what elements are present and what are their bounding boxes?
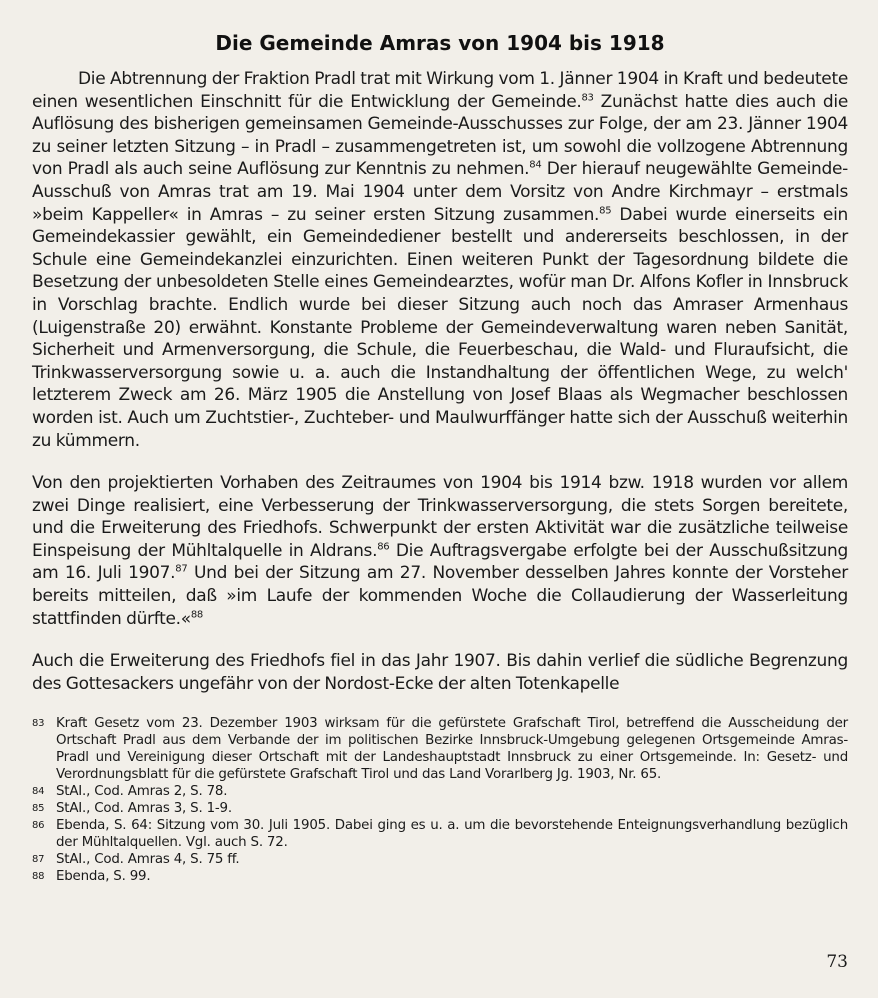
- footnote: [32, 783, 848, 800]
- footnote-reference: 84: [529, 159, 542, 171]
- footnote-reference: 83: [581, 91, 594, 103]
- paragraph: [32, 650, 848, 695]
- footnote: [32, 715, 848, 783]
- footnotes: [32, 715, 848, 885]
- footnote-number: 83: [32, 718, 45, 730]
- text-segment: Und bei der Sitzung am 27. November desselben Jahres konnte der Vorsteher bereits mitteilen, daß »im Laufe der kommenden Woche die Collaudierung der Wasserleitung stattfinden dürfte.«: [32, 563, 848, 629]
- footnote-text: Ebenda, S. 99.: [56, 869, 151, 885]
- footnote: [32, 851, 848, 868]
- text-segment: Der hierauf neugewählte Gemeinde-Ausschuß von Amras trat am 19. Mai 1904 unter dem Vorsitz von Andre Kirchmayr – erstmals »beim Kappeller« in Amras – zu seiner ersten Sitzung zusammen.: [32, 159, 849, 225]
- footnote-reference: 85: [599, 204, 612, 216]
- footnote-text: Ebenda, S. 64: Sitzung vom 30. Juli 1905. Dabei ging es u. a. um die bevorstehende Enteignungsverhandlung bezüglich der Mühltalquellen. Vgl. auch S. 72.: [56, 818, 848, 851]
- text-segment: Die Abtrennung der Fraktion Pradl trat mit Wirkung vom 1. Jänner 1904 in Kraft und bedeutete einen wesentlichen Einschnitt für die Entwicklung der Gemeinde.: [32, 69, 848, 112]
- text-segment: Von den projektierten Vorhaben des Zeitraumes von 1904 bis 1914 bzw. 1918 wurden vor allem zwei Dinge realisiert, eine Verbesserung der Trinkwasserversorgung, die stets Sorgen bereitete, und die Erweiterung des Friedhofs. Schwerpunkt der ersten Aktivität war die zusätzliche teilweise Einspeisung der Mühltalquelle in Aldrans.: [32, 473, 848, 561]
- text-segment: Dabei wurde einerseits ein Gemeindekassier gewählt, ein Gemeindediener bestellt und andererseits beschlossen, in der Schule eine Gemeindekanzlei einzurichten. Einen weiteren Punkt der Tagesordnung bildete die Besetzung der unbesoldeten Stelle eines Gemeindearztes, wofür man Dr. Alfons Kofler in Innsbruck in Vorschlag brachte. Endlich wurde bei dieser Sitzung auch noch das Amraser Armenhaus (Luigenstraße 20) erwähnt. Konstante Probleme der Gemeindeverwaltung waren neben Sanität, Sicherheit und Armenversorgung, die Schule, die Feuerbeschau, die Wald- und Fluraufsicht, die Trinkwasserversorgung sowie u. a. auch die Instandhaltung der öffentlichen Wege, zu welch' letzterem Zweck am 26. März 1905 die Anstellung von Josef Blaas als Wegmacher beschlossen worden ist. Auch um Zuchtstier-, Zuchteber- und Maulwurffänger hatte sich der Ausschuß weiterhin zu kümmern.: [32, 204, 848, 451]
- footnote: [32, 868, 848, 885]
- footnote-number: 87: [32, 854, 45, 866]
- footnote-number: 88: [32, 871, 45, 883]
- footnote-text: StAI., Cod. Amras 4, S. 75 ff.: [56, 852, 240, 868]
- footnote: [32, 800, 848, 817]
- body-text: [32, 68, 848, 695]
- text-segment: Zunächst hatte dies auch die Auflösung des bisherigen gemeinsamen Gemeinde-Ausschusses zur Folge, der am 23. Jänner 1904 zu seiner letzten Sitzung – in Pradl – zusammengetreten ist, um sowohl die vollzogene Abtrennung von Pradl als auch seine Auflösung zur Kenntnis zu nehmen.: [32, 91, 848, 180]
- text-segment: Die Auftragsvergabe erfolgte bei der Ausschußsitzung am 16. Juli 1907.: [32, 540, 848, 584]
- chapter-title: Die Gemeinde Amras von 1904 bis 1918: [215, 31, 665, 55]
- footnote-reference: 86: [377, 541, 390, 553]
- footnote-text: Kraft Gesetz vom 23. Dezember 1903 wirksam für die gefürstete Grafschaft Tirol, betreffend die Ausscheidung der Ortschaft Pradl aus dem Verbande der im politischen Bezirke Innsbruck-Umgebung gelegenen Ortsgemeinde Amras-Pradl und Vereinigung dieser Ortschaft mit der Landeshauptstadt Innsbruck zu einer Ortsgemeinde. In: Gesetz- und Verordnungsblatt für die gefürstete Grafschaft Tirol und das Land Vorarlberg Jg. 1903, Nr. 65.: [56, 716, 848, 783]
- page-number: 73: [826, 952, 848, 972]
- footnote-reference: 88: [190, 609, 203, 620]
- footnote-number: 86: [32, 820, 45, 832]
- footnote-number: 85: [32, 803, 45, 815]
- book-page: [32, 30, 848, 885]
- text-segment: Auch die Erweiterung des Friedhofs fiel in das Jahr 1907. Bis dahin verlief die südliche Begrenzung des Gottesackers ungefähr von der Nordost-Ecke der alten Totenkapelle: [32, 651, 848, 694]
- footnote-reference: 87: [175, 563, 188, 575]
- footnote-text: StAI., Cod. Amras 3, S. 1-9.: [56, 801, 232, 817]
- paragraph: [32, 472, 848, 630]
- footnote-text: StAI., Cod. Amras 2, S. 78.: [56, 784, 228, 800]
- footnote-number: 84: [32, 786, 45, 798]
- footnote: [32, 817, 848, 851]
- paragraph: [32, 68, 848, 452]
